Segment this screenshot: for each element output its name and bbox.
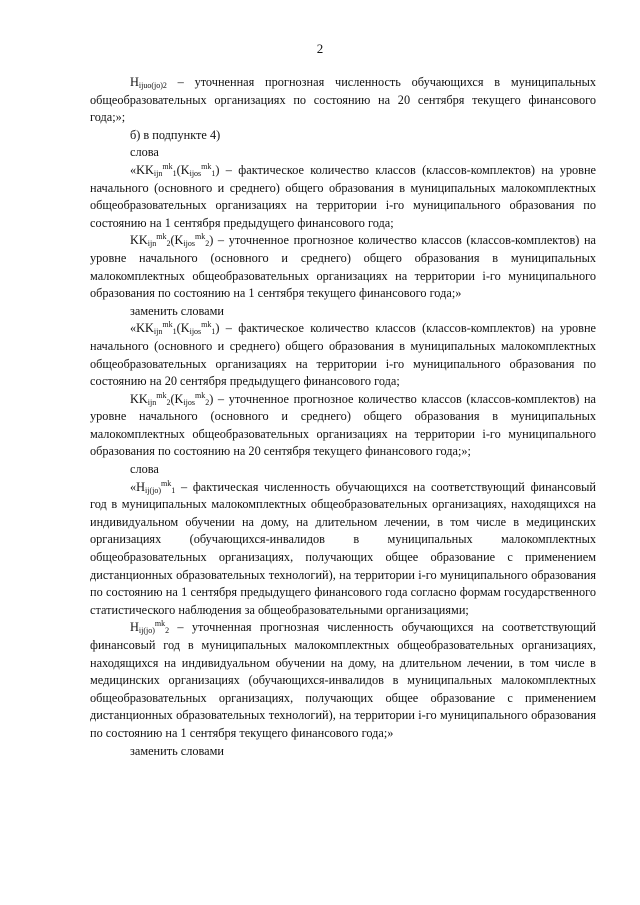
- subscript-index: 1: [171, 485, 176, 495]
- text-run: «KK: [130, 321, 154, 336]
- paragraph: [90, 144, 596, 162]
- subscript-index: 2: [165, 626, 170, 636]
- subscript-index: ijos: [189, 327, 202, 337]
- subscript-index: ij(jo): [145, 485, 162, 495]
- text-run: ) – уточненное прогнозное количество классов (классов-комплектов) на уровне начального (основного и среднего) общего образования в муниципальных малокомплектных общеобразовательных организациях на территории i-го муниципального образования по состоянию на 1 сентября текущего финансового года;»: [90, 233, 596, 301]
- text-run: KK: [130, 391, 148, 406]
- paragraph: [90, 74, 596, 127]
- superscript-index: mk: [161, 478, 172, 488]
- text-run: (K: [176, 162, 190, 177]
- subscript-index: 2: [205, 239, 210, 249]
- subscript-index: 1: [211, 168, 216, 178]
- text-run: (K: [170, 391, 184, 406]
- paragraph: [90, 391, 596, 461]
- text-run: H: [130, 620, 139, 635]
- subscript-index: 2: [205, 397, 210, 407]
- superscript-index: mk: [154, 619, 166, 629]
- text-run: – уточненная прогнозная численность обучающихся в муниципальных общеобразовательных организациях по состоянию на 20 сентября текущего финансового года;»;: [90, 75, 596, 125]
- paragraph: [90, 619, 596, 742]
- text-run: заменить словами: [130, 743, 224, 758]
- subscript-index: 2: [166, 397, 171, 407]
- superscript-index: mk: [162, 161, 173, 171]
- subscript-index: ij(jo): [138, 626, 155, 636]
- superscript-index: mk: [195, 390, 206, 400]
- paragraph: [90, 320, 596, 390]
- superscript-index: mk: [162, 320, 173, 330]
- text-run: H: [130, 75, 139, 89]
- text-run: – уточненная прогнозная численность обучающихся на соответствующий финансовый год в муниципальных малокомплектных общеобразовательных организациях, находящихся на индивидуальном обучении на дому, на длительном лечении, в том числе в медицинских организациях (обучающихся-инвалидов в муниципальных малокомплектных общеобразовательных организациях, получающих общее образование с применением дистанционных образовательных технологий), на территории i-го муниципального образования по состоянию на 1 сентября текущего финансового года;»: [90, 620, 596, 740]
- text-run: б) в подпункте 4): [130, 127, 221, 142]
- subscript-index: ijos: [189, 168, 202, 178]
- page-number: 2: [316, 41, 324, 56]
- subscript-index: ijn: [147, 239, 157, 249]
- subscript-index: ijn: [147, 397, 157, 407]
- text-run: – фактическая численность обучающихся на соответствующий финансовый год в муниципальных малокомплектных общеобразовательных организациях, находящихся на индивидуальном обучении на дому, на длительном лечении, в том числе в медицинских организациях (обучающихся-инвалидов в муниципальных малокомплектных общеобразовательных организациях, получающих общее образование с применением дистанционных образовательных технологий), на территории i-го муниципального образования по состоянию на 1 сентября предыдущего финансового года согласно формам государственного статистического наблюдения за общеобразовательными организациями;: [90, 479, 596, 617]
- text-run: «KK: [130, 162, 154, 177]
- subscript-index: 1: [172, 168, 177, 178]
- paragraph: [90, 162, 596, 232]
- superscript-index: mk: [195, 232, 206, 242]
- subscript-index: ijuo(jo)2: [138, 81, 167, 90]
- paragraph: [90, 479, 596, 620]
- superscript-index: mk: [201, 161, 212, 171]
- document-body: [90, 74, 596, 760]
- paragraph: [90, 127, 596, 145]
- subscript-index: ijos: [183, 239, 195, 249]
- text-run: «H: [130, 479, 146, 494]
- subscript-index: ijos: [183, 397, 195, 407]
- text-run: слова: [130, 145, 159, 160]
- subscript-index: 1: [211, 327, 216, 337]
- paragraph: [90, 232, 596, 302]
- text-run: KK: [130, 233, 148, 248]
- subscript-index: 2: [166, 239, 171, 249]
- text-run: ) – фактическое количество классов (классов-комплектов) на уровне начального (основного и среднего) общего образования в муниципальных малокомплектных общеобразовательных организациях на территории i-го муниципального образования по состоянию на 1 сентября предыдущего финансового года;: [90, 162, 596, 230]
- text-run: (K: [176, 321, 190, 336]
- superscript-index: mk: [156, 390, 167, 400]
- text-run: заменить словами: [130, 303, 224, 318]
- paragraph: [90, 461, 596, 479]
- paragraph: [90, 743, 596, 761]
- superscript-index: mk: [156, 232, 167, 242]
- superscript-index: mk: [201, 320, 212, 330]
- subscript-index: 1: [172, 327, 177, 337]
- text-run: ) – уточненное прогнозное количество классов (классов-комплектов) на уровне начального (основного и среднего) общего образования в муниципальных малокомплектных общеобразовательных организациях на территории i-го муниципального образования по состоянию на 20 сентября текущего финансового года;»;: [90, 391, 596, 459]
- paragraph: [90, 303, 596, 321]
- subscript-index: ijn: [153, 168, 163, 178]
- text-run: ) – фактическое количество классов (классов-комплектов) на уровне начального (основного и среднего) общего образования в муниципальных малокомплектных общеобразовательных организациях на территории i-го муниципального образования по состоянию на 20 сентября предыдущего финансового года;: [90, 321, 596, 389]
- text-run: слова: [130, 462, 159, 477]
- text-run: (K: [170, 233, 184, 248]
- subscript-index: ijn: [153, 327, 163, 337]
